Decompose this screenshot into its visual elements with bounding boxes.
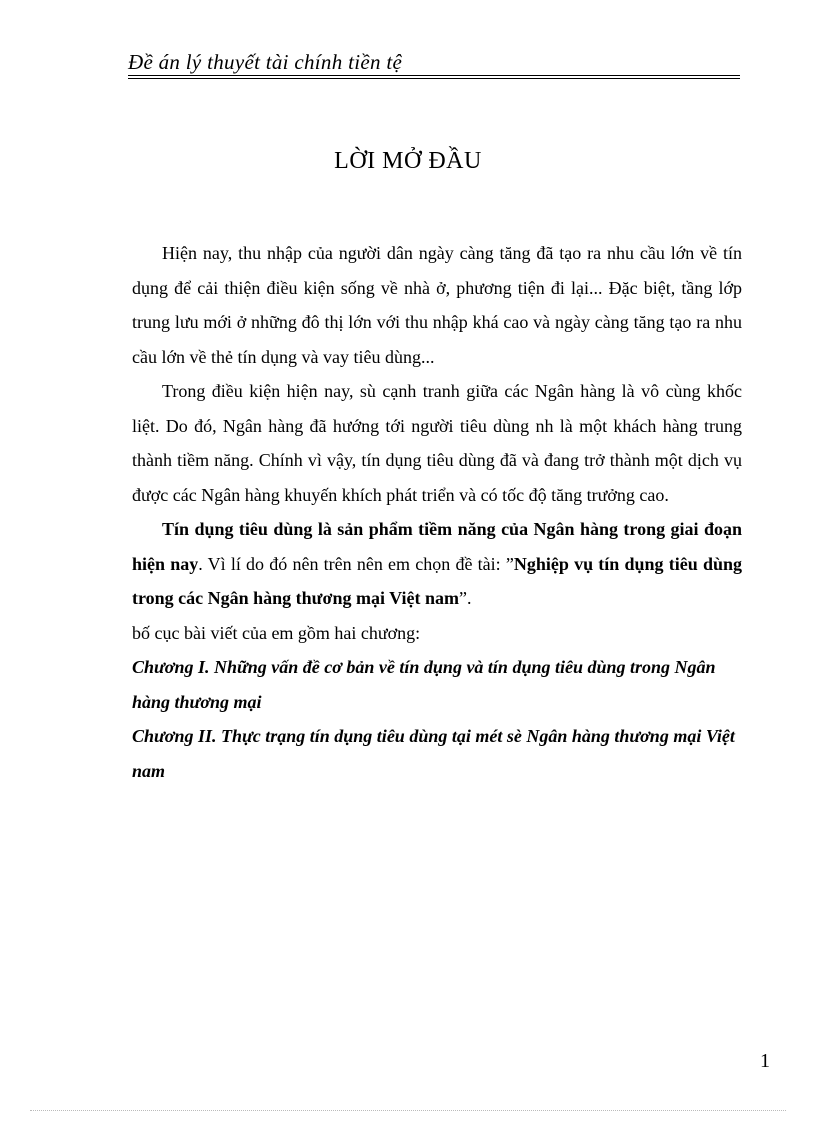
paragraph-3 bbox=[132, 512, 742, 616]
paragraph-1: Hiện nay, thu nhập của người dân ngày càng tăng đã tạo ra nhu cầu lớn về tín dụng để cải thiện điều kiện sống về nhà ở, phương tiện đi lại... Đặc biệt, tầng lớp trung lưu mới ở những đô thị lớn với thu nhập khá cao và ngày càng tăng tạo ra nhu cầu lớn về thẻ tín dụng và vay tiêu dùng... bbox=[132, 243, 742, 367]
chapter-1: Chương I. Những vấn đề cơ bản về tín dụng và tín dụng tiêu dùng trong Ngân hàng thương mại bbox=[132, 657, 716, 712]
header-rule bbox=[128, 75, 740, 79]
paragraph-2: Trong điều kiện hiện nay, sù cạnh tranh giữa các Ngân hàng là vô cùng khốc liệt. Do đó, Ngân hàng đã hướng tới người tiêu dùng nh là một khách hàng trung thành tiềm năng. Chính vì vậy, tín dụng tiêu dùng đã và đang trở thành một dịch vụ được các Ngân hàng khuyến khích phát triển và có tốc độ tăng trưởng cao. bbox=[132, 381, 742, 505]
paragraph-4: bố cục bài viết của em gồm hai chương: bbox=[132, 622, 421, 643]
document-title: LỜI MỞ ĐẦU bbox=[334, 148, 482, 174]
paragraph-3-end: ”. bbox=[458, 588, 472, 608]
chapter-2: Chương II. Thực trạng tín dụng tiêu dùng tại mét sè Ngân hàng thương mại Việt nam bbox=[132, 726, 735, 781]
paragraph-3-bold: Tín dụng tiêu dùng là sản phẩm tiềm năng của Ngân hàng trong giai đoạn hiện nay bbox=[132, 519, 742, 574]
paragraph-3-topic: Nghiệp vụ tín dụng tiêu dùng trong các Ngân hàng thương mại Việt nam bbox=[132, 553, 742, 608]
page-bottom-divider bbox=[30, 1110, 786, 1111]
page-header bbox=[128, 50, 740, 78]
document-body bbox=[132, 236, 742, 788]
page-number: 1 bbox=[760, 1050, 770, 1072]
paragraph-3-text: . Vì lí do đó nên trên nên em chọn đề tài: ” bbox=[198, 553, 514, 574]
header-title: Đề án lý thuyết tài chính tiền tệ bbox=[128, 50, 403, 74]
